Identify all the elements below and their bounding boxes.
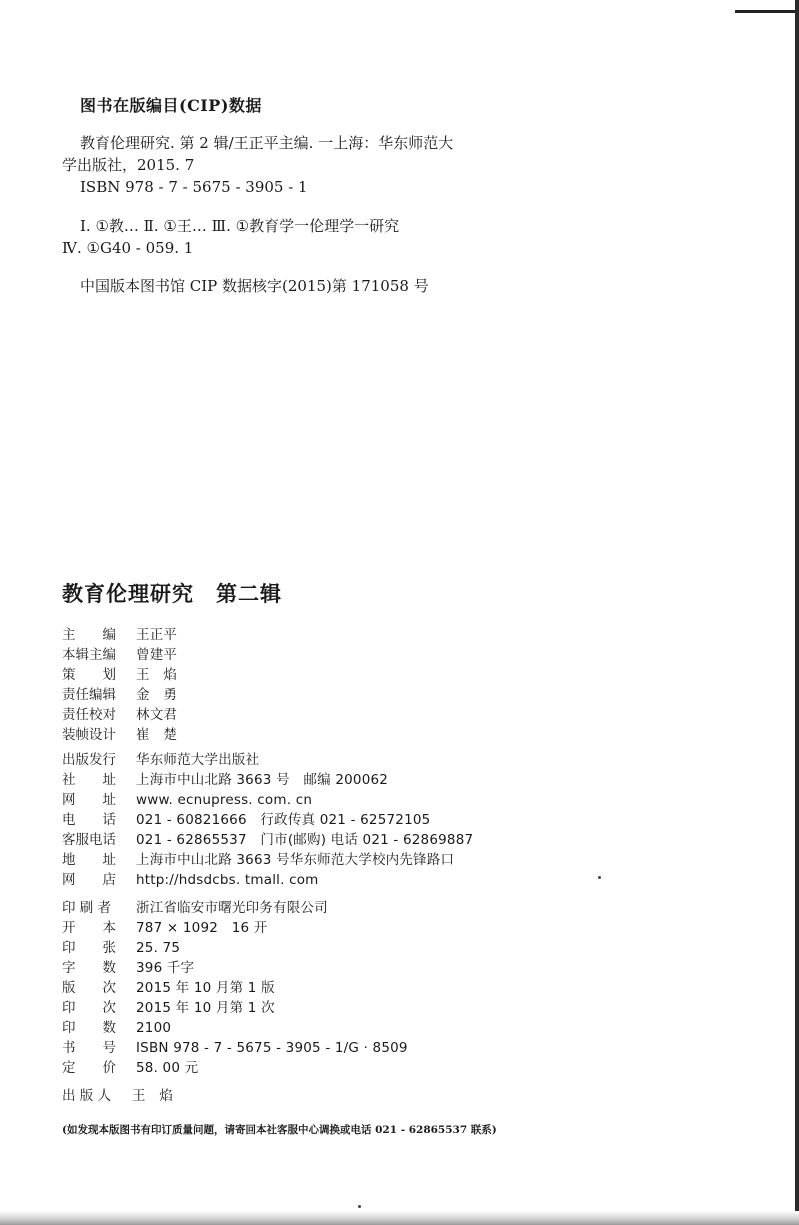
credit-label: 主 编 bbox=[62, 627, 116, 643]
publisher-info-value: 华东师范大学出版社 bbox=[136, 752, 260, 768]
quality-footnote: (如发现本版图书有印订质量问题，请寄回本社客服中心调换或电话 021 - 62865537 联系) bbox=[62, 1124, 497, 1136]
credit-row bbox=[62, 645, 177, 665]
publisher-website: www. ecnupress. com. cn bbox=[136, 792, 313, 808]
credit-row bbox=[62, 725, 177, 745]
credits-block bbox=[62, 625, 177, 745]
print-info-value: 2100 bbox=[136, 1020, 172, 1036]
isbn-value: ISBN 978 - 7 - 5675 - 3905 - 1/G · 8509 bbox=[136, 1040, 408, 1056]
scan-speck bbox=[358, 1205, 361, 1208]
publisher-person-row bbox=[62, 1084, 173, 1104]
print-info-row bbox=[62, 998, 408, 1018]
publisher-info-label: 地 址 bbox=[62, 852, 116, 868]
credit-label: 责任校对 bbox=[62, 707, 116, 723]
print-info-label: 版 次 bbox=[62, 980, 116, 996]
publisher-info-value: 上海市中山北路 3663 号 邮编 200062 bbox=[136, 772, 389, 788]
cip-entry-line: 学出版社，2015. 7 bbox=[62, 156, 195, 174]
publisher-info-label: 电 话 bbox=[62, 812, 116, 828]
credit-row bbox=[62, 665, 177, 685]
publisher-person-label: 出 版 人 bbox=[62, 1088, 112, 1104]
book-title: 教育伦理研究 第二辑 bbox=[62, 581, 282, 606]
print-info-label: 书 号 bbox=[62, 1040, 116, 1056]
print-info-block bbox=[62, 898, 408, 1078]
print-info-row bbox=[62, 938, 408, 958]
publisher-info-label: 社 址 bbox=[62, 772, 116, 788]
print-info-label: 印 次 bbox=[62, 1000, 116, 1016]
credit-value: 曾建平 bbox=[136, 647, 178, 663]
print-info-label: 印 张 bbox=[62, 940, 116, 956]
credit-row bbox=[62, 685, 177, 705]
print-info-label: 字 数 bbox=[62, 960, 116, 976]
print-info-row bbox=[62, 898, 408, 918]
publisher-info-value: 021 - 62865537 门市(邮购) 电话 021 - 62869887 bbox=[136, 832, 474, 848]
print-info-row bbox=[62, 1018, 408, 1038]
print-info-value: 787 × 1092 16 开 bbox=[136, 920, 268, 936]
credit-value: 金 勇 bbox=[136, 687, 178, 703]
print-info-label: 定 价 bbox=[62, 1060, 116, 1076]
cip-entry-line: 教育伦理研究. 第 2 辑/王正平主编. 一上海：华东师范大 bbox=[80, 134, 454, 152]
publisher-info-value: 上海市中山北路 3663 号华东师范大学校内先锋路口 bbox=[136, 852, 455, 868]
print-info-row bbox=[62, 918, 408, 938]
cip-subjects-line: Ⅳ. ①G40 - 059. 1 bbox=[62, 239, 194, 257]
print-info-row bbox=[62, 958, 408, 978]
publisher-info-row bbox=[62, 850, 473, 870]
publisher-info-value: 021 - 60821666 行政传真 021 - 62572105 bbox=[136, 812, 431, 828]
credit-value: 崔 楚 bbox=[136, 727, 178, 743]
cip-entry bbox=[62, 132, 453, 198]
price-value: 58. 00 元 bbox=[136, 1060, 199, 1076]
print-info-value: 2015 年 10 月第 1 版 bbox=[136, 980, 275, 996]
cip-record bbox=[62, 275, 429, 297]
publisher-info-block bbox=[62, 750, 473, 890]
credit-label: 本辑主编 bbox=[62, 647, 116, 663]
publisher-info-row bbox=[62, 870, 473, 890]
credit-value: 林文君 bbox=[136, 707, 178, 723]
print-info-value: 25. 75 bbox=[136, 940, 181, 956]
page-edge-right bbox=[795, 0, 799, 1225]
page-edge-top bbox=[735, 10, 799, 13]
print-info-value: 浙江省临安市曙光印务有限公司 bbox=[136, 900, 328, 916]
scan-speck bbox=[598, 876, 601, 879]
publisher-person-value: 王 焰 bbox=[132, 1088, 174, 1104]
page-edge-bottom bbox=[0, 1211, 799, 1225]
print-info-label: 印 刷 者 bbox=[62, 900, 112, 916]
publisher-info-label: 网 址 bbox=[62, 792, 116, 808]
credit-row bbox=[62, 705, 177, 725]
publisher-online-store: http://hdsdcbs. tmall. com bbox=[136, 872, 319, 888]
print-info-row bbox=[62, 1038, 408, 1058]
cip-heading: 图书在版编目(CIP)数据 bbox=[80, 96, 262, 115]
publisher-info-row bbox=[62, 770, 473, 790]
publisher-info-row bbox=[62, 750, 473, 770]
credit-row bbox=[62, 625, 177, 645]
print-info-label: 印 数 bbox=[62, 1020, 116, 1036]
credit-label: 装帧设计 bbox=[62, 727, 116, 743]
publisher-info-label: 出版发行 bbox=[62, 752, 116, 768]
print-info-row bbox=[62, 978, 408, 998]
publisher-info-label: 客服电话 bbox=[62, 832, 116, 848]
credit-value: 王正平 bbox=[136, 627, 178, 643]
publisher-info-row bbox=[62, 810, 473, 830]
credit-label: 责任编辑 bbox=[62, 687, 116, 703]
print-info-value: 396 千字 bbox=[136, 960, 195, 976]
publisher-info-row bbox=[62, 790, 473, 810]
cip-subjects bbox=[62, 215, 399, 259]
publisher-info-row bbox=[62, 830, 473, 850]
print-info-label: 开 本 bbox=[62, 920, 116, 936]
credit-label: 策 划 bbox=[62, 667, 116, 683]
print-info-value: 2015 年 10 月第 1 次 bbox=[136, 1000, 275, 1016]
credit-value: 王 焰 bbox=[136, 667, 178, 683]
cip-isbn: ISBN 978 - 7 - 5675 - 3905 - 1 bbox=[80, 178, 308, 196]
cip-record-number: 中国版本图书馆 CIP 数据核字(2015)第 171058 号 bbox=[80, 277, 429, 295]
publisher-info-label: 网 店 bbox=[62, 872, 116, 888]
cip-subjects-line: Ⅰ. ①教… Ⅱ. ①王… Ⅲ. ①教育学一伦理学一研究 bbox=[80, 217, 400, 235]
print-info-row bbox=[62, 1058, 408, 1078]
